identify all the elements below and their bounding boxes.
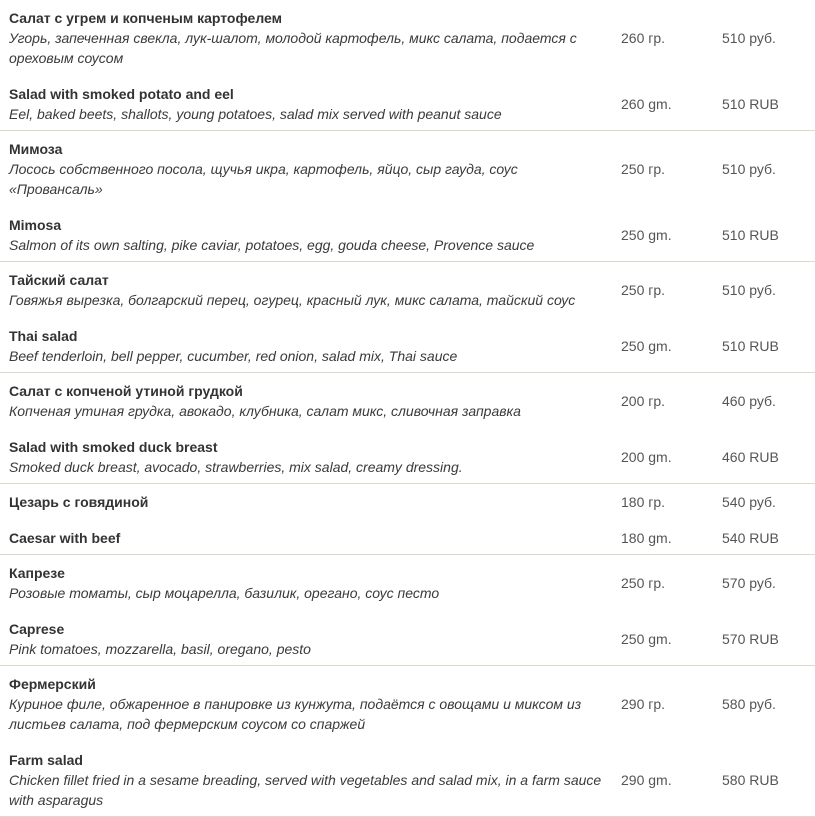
menu-item-text [0,619,605,659]
menu-item-description: Smoked duck breast, avocado, strawberries, mix salad, creamy dressing. [9,459,463,475]
menu-item-weight: 260 gm. [621,96,672,112]
menu-item [0,492,815,512]
menu-item-description: Salmon of its own salting, pike caviar, potatoes, egg, gouda cheese, Provence sauce [9,237,535,253]
menu-item-text [0,8,605,68]
menu-item-weight: 250 гр. [621,282,666,298]
menu-item-name: Салат с угрем и копченым картофелем [9,10,282,26]
menu-item-name: Caprese [9,621,65,637]
menu-item [0,381,815,421]
menu-item [0,563,815,603]
menu-item-text [0,437,605,477]
menu-item-text [0,674,605,734]
menu-item-text [0,381,605,421]
menu-item-text [0,492,605,512]
menu-item-text [0,326,605,366]
menu-item-name: Фермерский [9,676,96,692]
menu-item-description: Розовые томаты, сыр моцарелла, базилик, орегано, соус песто [9,585,440,601]
menu-group-duck-salad [0,373,815,484]
menu-item [0,437,815,477]
menu-item-description: Копченая утиная грудка, авокадо, клубника, салат микс, сливочная заправка [9,403,521,419]
menu-item-weight: 200 gm. [621,449,672,465]
menu-item-price: 580 RUB [722,772,779,788]
menu-group-farm-salad [0,666,815,817]
menu-item [0,215,815,255]
menu-item-price: 540 руб. [722,494,776,510]
menu-item-name: Капрезе [9,565,65,581]
menu-item-price: 460 RUB [722,449,779,465]
menu-item-weight: 250 гр. [621,575,666,591]
menu-item [0,750,815,810]
menu-item-price: 510 RUB [722,96,779,112]
menu-item-price: 540 RUB [722,530,779,546]
menu-item-weight: 180 gm. [621,530,672,546]
menu-item [0,139,815,199]
menu-item-name: Тайский салат [9,272,109,288]
menu-item-weight: 200 гр. [621,393,666,409]
menu-item-name: Salad with smoked duck breast [9,439,218,455]
menu-item-text [0,139,605,199]
menu-item-price: 570 RUB [722,631,779,647]
menu-item [0,8,815,68]
menu-item-price: 580 руб. [722,696,776,712]
menu-group-caprese [0,555,815,666]
menu-item-price: 460 руб. [722,393,776,409]
menu-group-eel-salad [0,0,815,131]
menu-item-price: 570 руб. [722,575,776,591]
menu-item-description: Угорь, запеченная свекла, лук-шалот, молодой картофель, микс салата, подается с ореховым соусом [9,30,577,66]
menu-item [0,619,815,659]
menu-item-description: Chicken fillet fried in a sesame breading, served with vegetables and salad mix, in a farm sauce with asparagus [9,772,602,808]
menu-item [0,674,815,734]
menu-item-description: Pink tomatoes, mozzarella, basil, oregano, pesto [9,641,311,657]
menu-item-price: 510 руб. [722,282,776,298]
menu-item-name: Farm salad [9,752,83,768]
menu-item-weight: 260 гр. [621,30,666,46]
menu-item-name: Salad with smoked potato and eel [9,86,234,102]
menu-item-weight: 250 gm. [621,227,672,243]
menu-item-price: 510 руб. [722,30,776,46]
menu-item-description: Eel, baked beets, shallots, young potatoes, salad mix served with peanut sauce [9,106,502,122]
menu-item-name: Thai salad [9,328,78,344]
menu-item-description: Лосось собственного посола, щучья икра, картофель, яйцо, сыр гауда, соус «Провансаль» [9,161,518,197]
menu-item-text [0,84,605,124]
menu-item-text [0,215,605,255]
menu-group-caesar [0,484,815,555]
menu-item [0,326,815,366]
menu-item-weight: 250 gm. [621,338,672,354]
menu-item [0,84,815,124]
menu-item-name: Салат с копченой утиной грудкой [9,383,243,399]
menu-item-price: 510 руб. [722,161,776,177]
menu-item-name: Мимоза [9,141,63,157]
menu-item-weight: 250 гр. [621,161,666,177]
menu-item-text [0,563,605,603]
menu-item-price: 510 RUB [722,338,779,354]
menu-item-price: 510 RUB [722,227,779,243]
menu-group-mimosa [0,131,815,262]
menu-item-text [0,528,605,548]
menu-item-text [0,750,605,810]
menu-item-name: Mimosa [9,217,62,233]
menu-item-description: Beef tenderloin, bell pepper, cucumber, red onion, salad mix, Thai sauce [9,348,458,364]
menu-item [0,270,815,310]
menu-group-thai-salad [0,262,815,373]
menu-item-text [0,270,605,310]
menu-item-name: Caesar with beef [9,530,121,546]
menu-item-name: Цезарь с говядиной [9,494,149,510]
menu-item-weight: 180 гр. [621,494,666,510]
menu-item-description: Говяжья вырезка, болгарский перец, огурец, красный лук, микс салата, тайский соус [9,292,576,308]
menu-item [0,528,815,548]
menu-item-weight: 250 gm. [621,631,672,647]
menu-item-description: Куриное филе, обжаренное в панировке из кунжута, подаётся с овощами и миксом из листьев салата, под фермерским соусом со спаржей [9,696,582,732]
menu-item-weight: 290 gm. [621,772,672,788]
menu-item-weight: 290 гр. [621,696,666,712]
